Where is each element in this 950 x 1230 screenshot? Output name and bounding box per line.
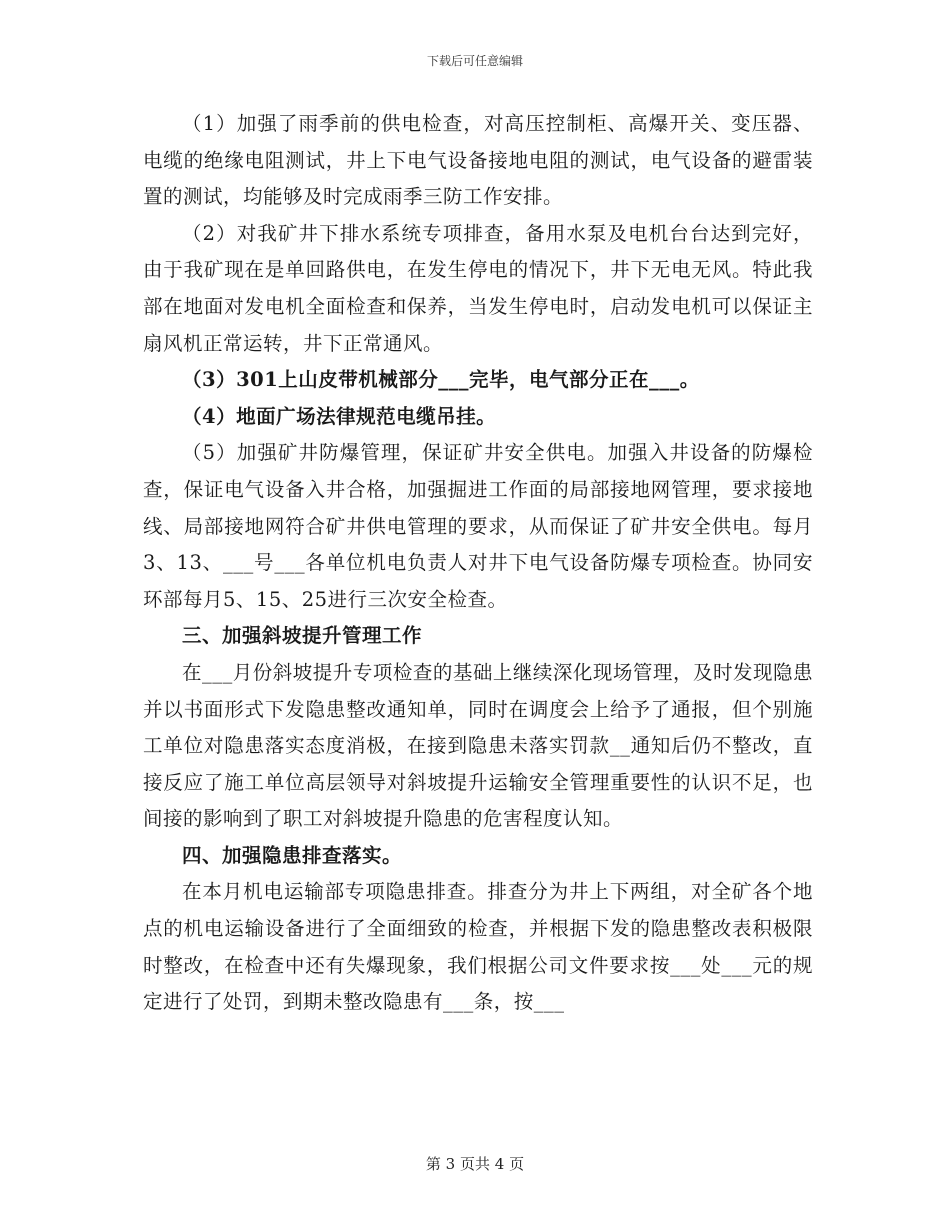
paragraph-4: （4）地面广场法律规范电缆吊挂。 — [182, 404, 497, 428]
section-heading-3: 三、加强斜坡提升管理工作 — [182, 624, 423, 648]
paragraph-2: （2）对我矿井下排水系统专项排查，备用水泵及电机台台达到完好，由于我矿现在是单回路供电，在发生停电的情况下，井下无电无风。特此我部在地面对发电机全面检查和保养，当发生停电时，启动发电机可以保证主扇风机正常运转，井下正常通风。 — [143, 221, 813, 355]
section-heading-4: 四、加强隐患排查落实。 — [182, 843, 403, 867]
document-body — [143, 106, 813, 1021]
paragraph-3: （3）301上山皮带机械部分___完毕，电气部分正在___。 — [182, 368, 700, 392]
paragraph-1: （1）加强了雨季前的供电检查，对高压控制柜、高爆开关、变压器、电缆的绝缘电阻测试，井上下电气设备接地电阻的测试，电气设备的避雷装置的测试，均能够及时完成雨季三防工作安排。 — [143, 112, 813, 209]
paragraph-7: 在本月机电运输部专项隐患排查。排查分为井上下两组，对全矿各个地点的机电运输设备进行了全面细致的检查，并根据下发的隐患整改表积极限时整改，在检查中还有失爆现象，我们根据公司文件要求按___处___元的规定进行了处罚，到期未整改隐患有___条，按___ — [143, 880, 813, 1014]
paragraph-6: 在___月份斜坡提升专项检查的基础上继续深化现场管理，及时发现隐患并以书面形式下发隐患整改通知单，同时在调度会上给予了通报，但个别施工单位对隐患落实态度消极，在接到隐患未落实罚款__通知后仍不整改，直接反应了施工单位高层领导对斜坡提升运输安全管理重要性的认识不足，也间接的影响到了职工对斜坡提升隐患的危害程度认知。 — [143, 660, 813, 831]
page-header: 下载后可任意编辑 — [426, 54, 523, 68]
paragraph-5: （5）加强矿井防爆管理，保证矿井安全供电。加强入井设备的防爆检查，保证电气设备入井合格，加强掘进工作面的局部接地网管理，要求接地线、局部接地网符合矿井供电管理的要求，从而保证了矿井安全供电。每月3、13、___号___各单位机电负责人对井下电气设备防爆专项检查。协同安环部每月5、15、25进行三次安全检查。 — [143, 441, 813, 611]
page-footer: 第 3 页共 4 页 — [425, 1155, 525, 1173]
